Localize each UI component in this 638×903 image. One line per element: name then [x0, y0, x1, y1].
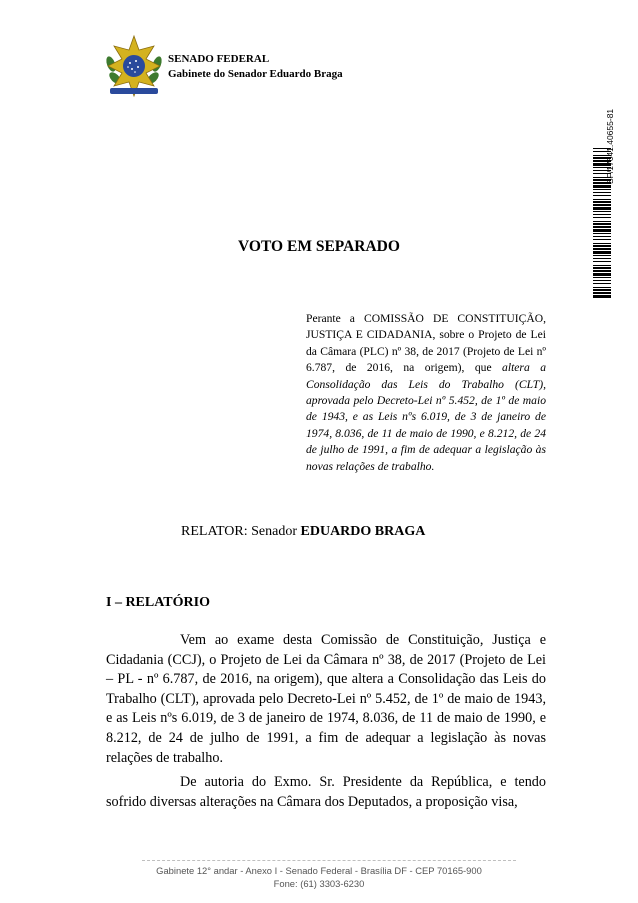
footer-phone: Fone: (61) 3303-6230	[273, 878, 365, 889]
ementa-text: Perante a COMISSÃO DE CONSTITUIÇÃO, JUSTIÇA E CIDADANIA, sobre o Projeto de Lei da Câmara (PLC) nº 38, de 2017 (Projeto de Lei nº 6.787, de 2016, na origem), que	[306, 312, 546, 375]
office-name: Gabinete do Senador Eduardo Braga	[168, 68, 343, 80]
ementa	[306, 311, 546, 475]
brasil-coat-of-arms-icon	[102, 34, 166, 98]
relator-name: EDUARDO BRAGA	[300, 524, 426, 539]
section-heading: I – RELATÓRIO	[106, 595, 210, 610]
footer-address: Gabinete 12° andar - Anexo I - Senado Federal - Brasília DF - CEP 70165-900	[156, 865, 482, 876]
org-name: SENADO FEDERAL	[168, 53, 270, 65]
document-title: VOTO EM SEPARADO	[238, 238, 400, 255]
barcode-code: SF/17641.40655-81	[605, 108, 615, 184]
relator-line	[181, 524, 425, 540]
ementa-italic-text: altera a Consolidação das Leis do Trabalho (CLT), aprovada pelo Decreto-Lei nº 5.452, de 1º de maio de 1943, e as Leis nºs 6.019, de 3 de janeiro de 1974, 8.036, de 11 de maio de 1990, e 8.212, de 24 de julho de 1991, a fim de adequar a legislação às novas relações de trabalho.	[306, 361, 546, 473]
header-block	[168, 52, 343, 82]
document-barcode	[593, 108, 623, 298]
relator-label: RELATOR: Senador	[181, 524, 301, 539]
footer-divider	[142, 860, 516, 861]
paragraph: De autoria do Exmo. Sr. Presidente da República, e tendo sofrido diversas alterações na Câmara dos Deputados, a proposição visa,	[106, 774, 546, 810]
paragraph: Vem ao exame desta Comissão de Constituição, Justiça e Cidadania (CCJ), o Projeto de Lei da Câmara nº 38, de 2017 (Projeto de Lei – PL - nº 6.787, de 2016, na origem), que altera a Consolidação das Leis do Trabalho (CLT), aprovada pelo Decreto-Lei nº 5.452, de 1º de maio de 1943, e as Leis nºs 6.019, de 3 de janeiro de 1974, 8.036, de 11 de maio de 1990, e 8.212, de 24 de julho de 1991, a fim de adequar a legislação às novas relações de trabalho.	[106, 632, 546, 766]
footer	[0, 864, 638, 890]
